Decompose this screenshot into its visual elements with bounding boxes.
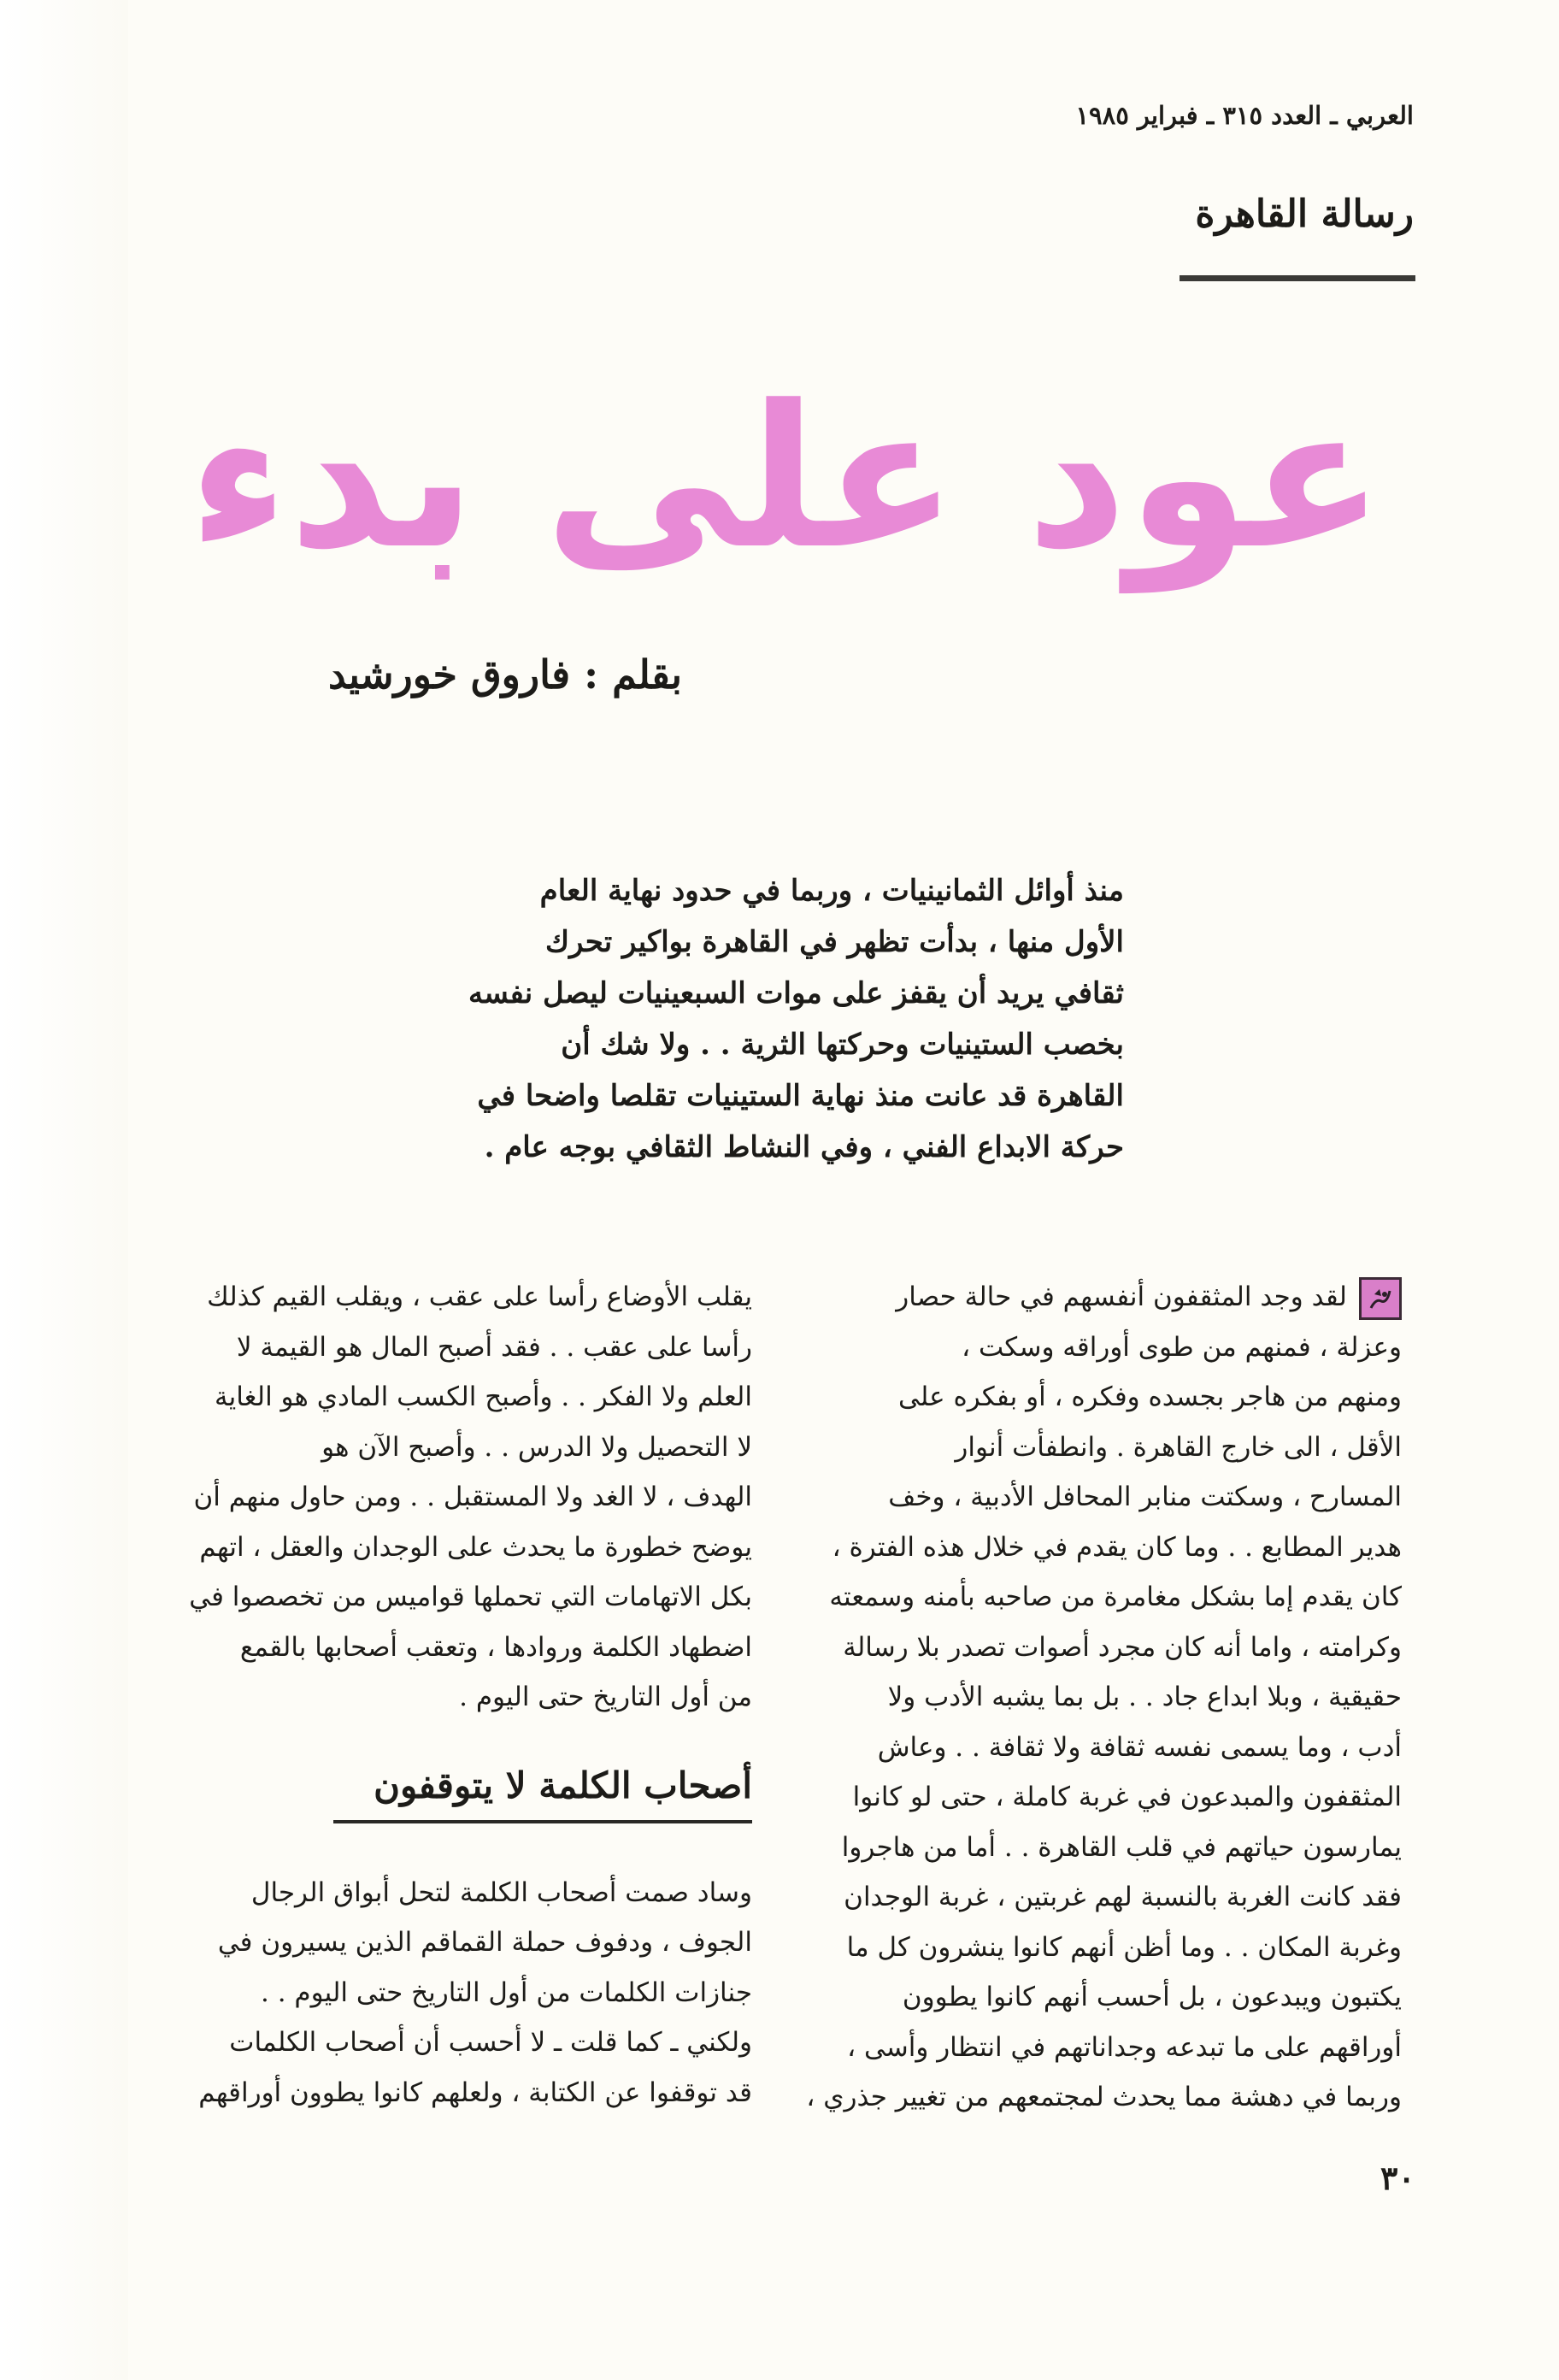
body-line: يوضح خطورة ما يحدث على الوجدان والعقل ، اتهم <box>199 1531 752 1563</box>
body-line: وربما في دهشة مما يحدث لمجتمعهم من تغيير جذري ، <box>806 2082 1402 2112</box>
body-column-right <box>799 1272 1402 2123</box>
scan-margin <box>0 0 128 2380</box>
drop-ornament-icon <box>1359 1277 1402 1320</box>
body-line: الهدف ، لا الغد ولا المستقبل . . ومن حاول منهم أن <box>193 1482 752 1512</box>
body-line: جنازات الكلمات من أول التاريخ حتى اليوم . . <box>260 1976 752 2008</box>
body-line: أوراقهم على ما تبدعه وجداناتهم في انتظار وأسى ، <box>847 2031 1402 2063</box>
page-number: ٣٠ <box>1380 2159 1415 2197</box>
intro-line: الأول منها ، بدأت تظهر في القاهرة بواكير تحرك <box>544 925 1124 959</box>
article-byline: بقلم : فاروق خورشيد <box>327 651 682 698</box>
body-line: رأسا على عقب . . فقد أصبح المال هو القيمة لا <box>236 1331 752 1363</box>
body-line: الجوف ، ودفوف حملة القماقم الذين يسيرون في <box>217 1927 752 1958</box>
body-line: كان يقدم إما بشكل مغامرة من صاحبه بأمنه وسمعته <box>829 1582 1402 1612</box>
body-line: العلم ولا الفكر . . وأصبح الكسب المادي هو الغاية <box>214 1381 752 1412</box>
body-line: هدير المطابع . . وما كان يقدم في خلال هذه الفترة ، <box>832 1531 1402 1563</box>
body-line: يقلب الأوضاع رأسا على عقب ، ويقلب القيم كذلك <box>207 1281 752 1312</box>
body-line: فقد كانت الغربة بالنسبة لهم غربتين ، غربة الوجدان <box>844 1882 1402 1912</box>
intro-line: منذ أوائل الثمانينيات ، وربما في حدود نهاية العام <box>539 874 1124 908</box>
body-line: من أول التاريخ حتى اليوم . <box>459 1682 752 1712</box>
body-line: ومنهم من هاجر بجسده وفكره ، أو بفكره على <box>898 1381 1402 1412</box>
body-line: اضطهاد الكلمة وروادها ، وتعقب أصحابها بالقمع <box>239 1631 752 1663</box>
intro-line: حركة الابداع الفني ، وفي النشاط الثقافي بوجه عام . <box>484 1130 1124 1164</box>
body-line: المسارح ، وسكتت منابر المحافل الأدبية ، وخف <box>888 1482 1402 1512</box>
body-line: وعزلة ، فمنهم من طوى أوراقه وسكت ، <box>962 1331 1402 1363</box>
body-line: أدب ، وما يسمى نفسه ثقافة ولا ثقافة . . وعاش <box>877 1731 1402 1763</box>
intro-line: القاهرة قد عانت منذ نهاية الستينيات تقلصا واضحا في <box>477 1079 1124 1113</box>
body-line: لا التحصيل ولا الدرس . . وأصبح الآن هو <box>321 1431 752 1463</box>
section-subheading: أصحاب الكلمة لا يتوقفون <box>374 1764 752 1806</box>
section-divider <box>1180 275 1415 281</box>
article-intro <box>432 865 1124 1173</box>
body-column-left <box>145 1272 752 2118</box>
body-line: الأقل ، الى خارج القاهرة . وانطفأت أنوار <box>955 1431 1402 1463</box>
issue-line: العربي ـ العدد ٣١٥ ـ فبراير ١٩٨٥ <box>1075 101 1414 130</box>
body-line: بكل الاتهامات التي تحملها قواميس من تخصصوا في <box>189 1582 752 1612</box>
section-title: رسالة القاهرة <box>1195 192 1414 236</box>
body-line: لقد وجد المثقفون أنفسهم في حالة حصار <box>896 1281 1347 1312</box>
subheading-divider <box>333 1820 752 1823</box>
body-line: ولكني ـ كما قلت ـ لا أحسب أن أصحاب الكلمات <box>229 2027 752 2058</box>
body-line: حقيقية ، وبلا ابداع جاد . . بل بما يشبه الأدب ولا <box>887 1682 1402 1712</box>
body-line: قد توقفوا عن الكتابة ، ولعلهم كانوا يطوون أوراقهم <box>198 2077 752 2108</box>
intro-line: ثقافي يريد أن يقفز على موات السبعينيات ليصل نفسه <box>468 976 1124 1010</box>
body-line: المثقفون والمبدعون في غربة كاملة ، حتى لو كانوا <box>852 1782 1402 1812</box>
intro-line: بخصب الستينيات وحركتها الثرية . . ولا شك أن <box>561 1028 1124 1062</box>
article-title: عود على بدء <box>188 364 1385 592</box>
body-line: وساد صمت أصحاب الكلمة لتحل أبواق الرجال <box>250 1876 752 1908</box>
body-line: يمارسون حياتهم في قلب القاهرة . . أما من هاجروا <box>841 1831 1402 1863</box>
body-line: وغربة المكان . . وما أظن أنهم كانوا ينشرون كل ما <box>846 1931 1402 1963</box>
body-line: يكتبون ويبدعون ، بل أحسب أنهم كانوا يطوون <box>902 1982 1402 2012</box>
body-line: وكرامته ، واما أنه كان مجرد أصوات تصدر بلا رسالة <box>843 1631 1402 1663</box>
